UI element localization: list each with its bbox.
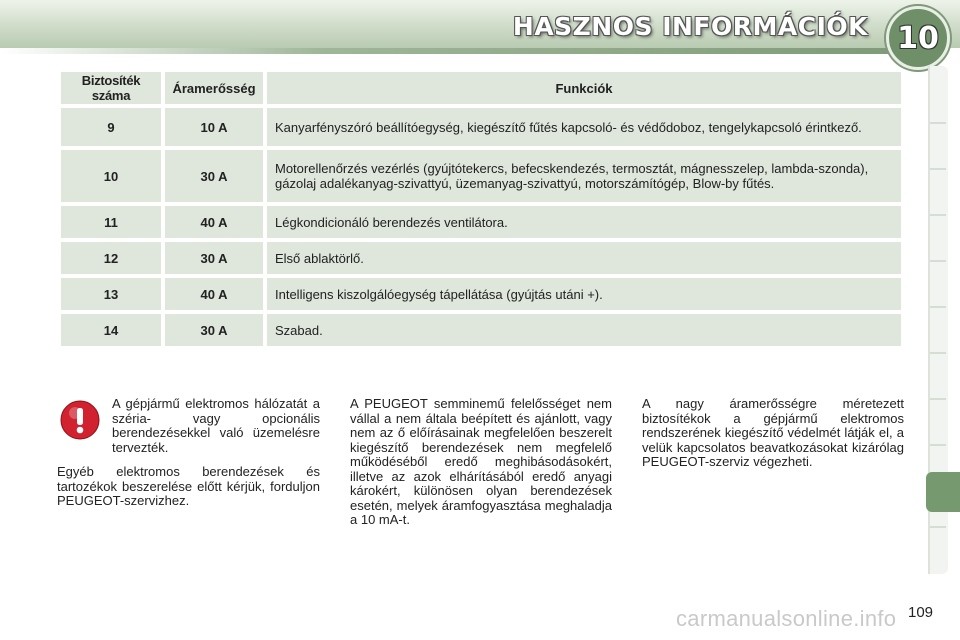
fuse-function: Légkondicionáló berendezés ventilátora.	[267, 206, 901, 238]
watermark: carmanualsonline.info	[676, 606, 897, 631]
fuse-number: 14	[61, 314, 161, 346]
table-row	[61, 278, 901, 310]
fuse-number: 13	[61, 278, 161, 310]
accessory-note: Egyéb elektromos berendezések és tartozékok beszerelése előtt kérjük, forduljon PEUGEOT-szervizhez.	[57, 464, 320, 508]
fuse-current: 30 A	[165, 150, 263, 202]
fuse-table	[57, 68, 905, 350]
table-header-row	[61, 72, 901, 104]
page-number: 109	[908, 604, 934, 621]
tab-divider	[930, 214, 946, 216]
active-chapter-tab[interactable]	[926, 472, 960, 512]
fuse-function: Kanyarfényszóró beállítóegység, kiegészítő fűtés kapcsoló- és védődoboz, tengelykapcsoló érintkező.	[267, 108, 901, 146]
tab-divider	[930, 168, 946, 170]
tab-divider	[930, 260, 946, 262]
fuse-function: Motorellenőrzés vezérlés (gyújtótekercs, befecskendezés, termosztát, mágnesszelep, lambda-szonda), gázolaj adalékanyag-szivattyú, üzemanyag-szivattyú, motorszámítógép, Blow-by fűtés.	[267, 150, 901, 202]
column-header-fuse-number: Biztosíték száma	[61, 72, 161, 104]
fuse-current: 10 A	[165, 108, 263, 146]
fuse-protection-note: A nagy áramerősségre méretezett biztosítékok a gépjármű elektromos rendszerének kiegészítő védelmét látják el, a velük kapcsolatos beavatkozásokat kizárólag PEUGEOT-szerviz végezheti.	[642, 396, 904, 469]
table-row	[61, 206, 901, 238]
fuse-current: 40 A	[165, 206, 263, 238]
fuse-number: 10	[61, 150, 161, 202]
fuse-number: 11	[61, 206, 161, 238]
tab-divider	[930, 306, 946, 308]
warning-note: A gépjármű elektromos hálózatát a széria- vagy opcionális berendezésekkel való üzemelésre tervezték.	[112, 396, 320, 455]
table-row	[61, 150, 901, 202]
liability-note: A PEUGEOT semminemű felelősséget nem vállal a nem általa beépített és ajánlott, vagy nem az ő előírásainak megfelelően beszerelt kiegészítő berendezések nem megfelelő működéséből eredő meghibásodásokért, illetve az azok elhárításából eredő anyagi károkért, különösen olyan berendezések esetén, melyek áramfogyasztása meghaladja a 10 mA-t.	[350, 396, 612, 527]
fuse-current: 30 A	[165, 314, 263, 346]
exclamation-warning-icon	[60, 400, 100, 440]
fuse-function: Intelligens kiszolgálóegység tápellátása (gyújtás utáni +).	[267, 278, 901, 310]
tab-divider	[930, 352, 946, 354]
fuse-function: Első ablaktörlő.	[267, 242, 901, 274]
table-row	[61, 108, 901, 146]
tab-divider	[930, 444, 946, 446]
fuse-number: 12	[61, 242, 161, 274]
tab-divider	[930, 122, 946, 124]
table-row	[61, 242, 901, 274]
column-header-functions: Funkciók	[267, 72, 901, 104]
fuse-number: 9	[61, 108, 161, 146]
page-title: HASZNOS INFORMÁCIÓK	[512, 12, 868, 41]
tab-divider	[930, 398, 946, 400]
table-row	[61, 314, 901, 346]
chapter-badge	[886, 6, 950, 70]
column-header-current: Áramerősség	[165, 72, 263, 104]
fuse-function: Szabad.	[267, 314, 901, 346]
tab-divider	[930, 526, 946, 528]
header-divider	[0, 48, 910, 54]
fuse-current: 30 A	[165, 242, 263, 274]
fuse-current: 40 A	[165, 278, 263, 310]
chapter-number: 10	[897, 20, 939, 56]
